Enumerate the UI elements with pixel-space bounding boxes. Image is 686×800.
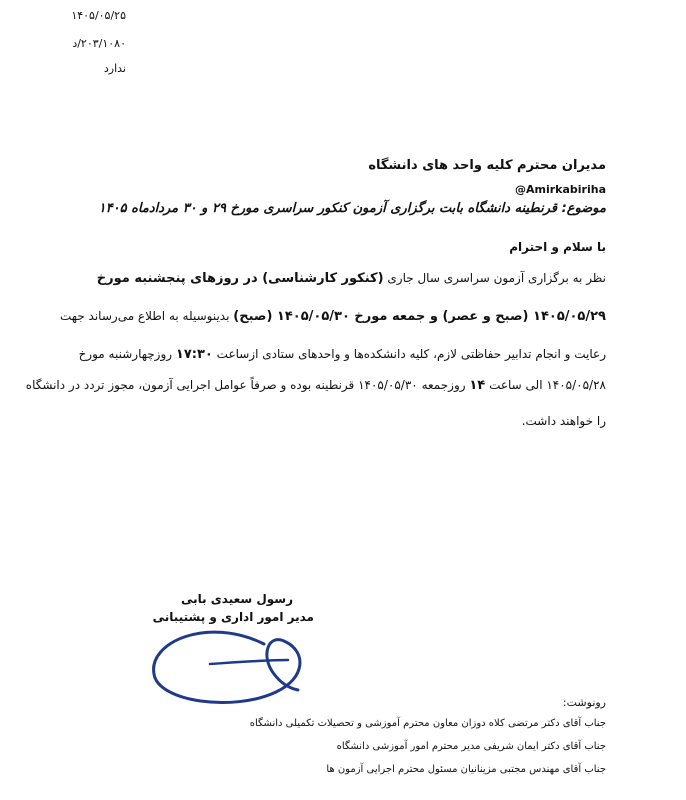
body-text: رعایت و انجام تدابیر حفاظتی لازم، کلیه دانشکده‌ها و واحدهای ستادی ازساعت bbox=[216, 347, 606, 361]
greeting: با سلام و احترام bbox=[509, 240, 606, 254]
cc-item: جناب آقای مهندس مجتبی مزینانیان مسئول محترم اجرایی آزمون ها bbox=[326, 764, 606, 775]
body-text: روزچهارشنبه مورخ bbox=[78, 347, 173, 361]
letter-date: ۱۴۰۵/۰۵/۲۵ bbox=[71, 9, 126, 22]
channel-handle: @Amirkabiriha bbox=[514, 183, 606, 196]
letter-number: ۲۰۳/۱۰۸۰/د bbox=[72, 37, 126, 50]
body-line-1 bbox=[97, 271, 606, 286]
signatory-name: رسول سعیدی بابی bbox=[180, 592, 293, 606]
body-emphasis: ۱۷:۳۰ bbox=[175, 347, 213, 362]
body-line-2 bbox=[60, 309, 606, 324]
body-emphasis: (کنکور کارشناسی) در روزهای پنجشنبه مورخ bbox=[96, 271, 384, 286]
body-text: بدینوسیله به اطلاع می‌رساند جهت bbox=[60, 309, 230, 323]
body-line-4 bbox=[26, 378, 606, 393]
cc-item: جناب آقای دکتر ایمان شریفی مدیر محترم امور آموزشی دانشگاه bbox=[336, 741, 606, 752]
recipient: مدیران محترم کلیه واحد های دانشگاه bbox=[368, 158, 606, 173]
body-emphasis: ۱۴۰۵/۰۵/۲۹ (صبح و عصر) و جمعه مورخ ۱۴۰۵/۰۵/۳۰ (صبح) bbox=[233, 309, 606, 324]
cc-title: رونوشت: bbox=[562, 696, 606, 709]
body-text: ۱۴۰۵/۰۵/۲۸ الی ساعت bbox=[489, 378, 606, 392]
subject-line: موضوع: قرنطینه دانشگاه بابت برگزاری آزمون کنکور سراسری مورخ ۲۹ و ۳۰ مردادماه ۱۴۰۵ bbox=[98, 201, 606, 216]
cc-item: جناب آقای دکتر مرتضی کلاه دوزان معاون محترم آموزشی و تحصیلات تکمیلی دانشگاه bbox=[249, 718, 606, 729]
body-text: روزجمعه ۱۴۰۵/۰۵/۳۰ قرنطینه بوده و صرفاً عوامل اجرایی آزمون، مجوز تردد در دانشگاه bbox=[25, 378, 466, 392]
letter-attachment: ندارد bbox=[103, 62, 126, 75]
body-line-5: را خواهند داشت. bbox=[521, 414, 606, 428]
signatory-title: مدیر امور اداری و پشتیبانی bbox=[152, 610, 314, 624]
body-line-3 bbox=[79, 347, 606, 362]
signature-mark bbox=[148, 620, 318, 712]
body-text: نظر به برگزاری آزمون سراسری سال جاری bbox=[387, 271, 606, 285]
body-emphasis: ۱۴ bbox=[469, 378, 486, 393]
